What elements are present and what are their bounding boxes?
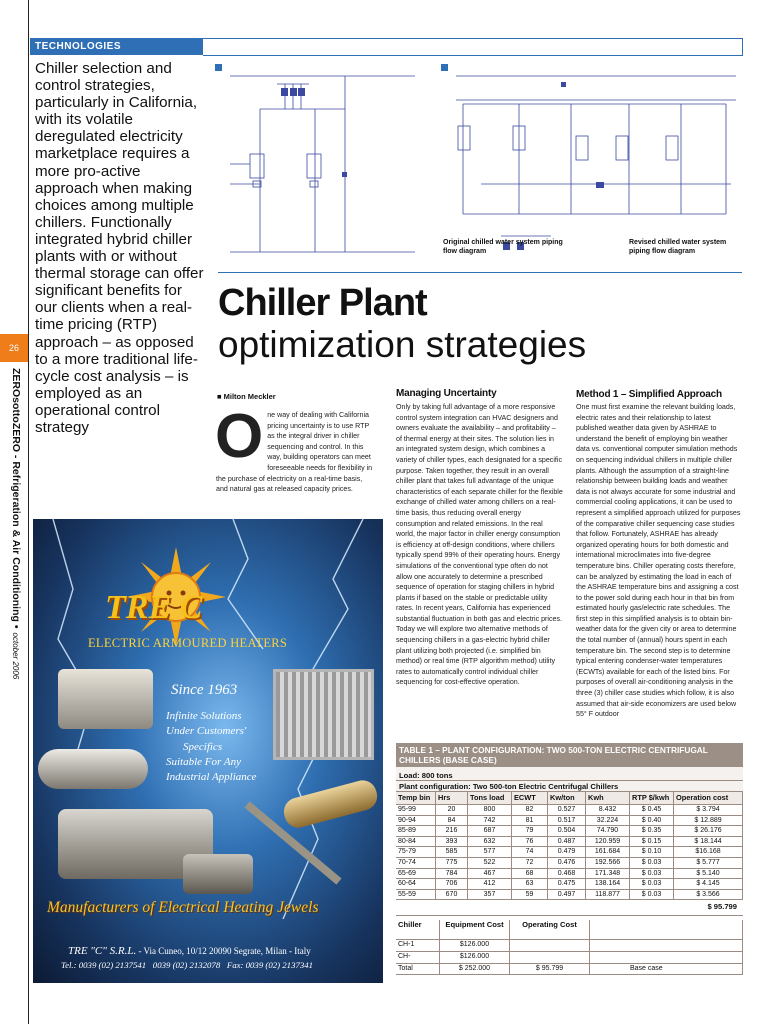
ad-claims bbox=[166, 709, 257, 785]
table-cell: 171.348 bbox=[586, 869, 630, 879]
table-cell: 85-89 bbox=[396, 826, 436, 836]
table-cell: 0.487 bbox=[548, 837, 586, 847]
table-cell: 467 bbox=[468, 869, 512, 879]
ad-subtitle: ELECTRIC ARMOURED HEATERS bbox=[88, 636, 288, 650]
claim-line: Under Customers' bbox=[166, 725, 247, 738]
spine-month: october 2006 bbox=[11, 632, 20, 680]
claim-line: Suitable For Any bbox=[166, 755, 241, 768]
table-header-cell: Operation cost bbox=[674, 792, 743, 804]
cost-cell: $ 252.000 bbox=[440, 964, 510, 975]
intro-paragraph bbox=[215, 402, 375, 495]
table-cell: 577 bbox=[468, 847, 512, 857]
cost-cell: Base case bbox=[590, 964, 743, 975]
table-cell: 68 bbox=[512, 869, 548, 879]
table-cell: 0.475 bbox=[548, 879, 586, 889]
table-cell: $ 18.144 bbox=[674, 837, 743, 847]
heading-method-1: Method 1 – Simplified Approach bbox=[576, 389, 722, 400]
table-cell: 84 bbox=[436, 816, 468, 826]
table-cell: 79 bbox=[512, 826, 548, 836]
table-row bbox=[396, 826, 743, 837]
section-tag: TECHNOLOGIES bbox=[30, 38, 203, 55]
table-cell: $ 0.03 bbox=[630, 879, 674, 889]
table-cell: 74.790 bbox=[586, 826, 630, 836]
table-cell: 216 bbox=[436, 826, 468, 836]
table-cell: 784 bbox=[436, 869, 468, 879]
table-cell: 775 bbox=[436, 858, 468, 868]
section-tag-rule bbox=[203, 38, 743, 56]
table-cell: 65-69 bbox=[396, 869, 436, 879]
table-cell: $ 3.566 bbox=[674, 890, 743, 900]
author-name: Milton Meckler bbox=[223, 392, 276, 401]
table-cell: 120.959 bbox=[586, 837, 630, 847]
table-cell: 59 bbox=[512, 890, 548, 900]
table-cell: 412 bbox=[468, 879, 512, 889]
ad-slogan: Manufacturers of Electrical Heating Jewels bbox=[47, 899, 319, 916]
cost-header-cell: Operating Cost bbox=[510, 920, 590, 939]
table-header-cell: Hrs bbox=[436, 792, 468, 804]
cost-cell: $126.000 bbox=[440, 952, 510, 963]
article-title: Chiller Plant bbox=[218, 282, 427, 324]
table-cell: 706 bbox=[436, 879, 468, 889]
cost-header-cell: Equipment Cost bbox=[440, 920, 510, 939]
margin-rule bbox=[28, 0, 29, 1024]
table-cell: 74 bbox=[512, 847, 548, 857]
heater-image bbox=[58, 669, 153, 729]
revised-diagram-drawing bbox=[441, 64, 741, 266]
table-cell: 138.164 bbox=[586, 879, 630, 889]
original-diagram-drawing bbox=[215, 64, 428, 266]
cost-row bbox=[396, 964, 743, 976]
table-cell: 161.684 bbox=[586, 847, 630, 857]
table-cell: 800 bbox=[468, 805, 512, 815]
table-cell: 585 bbox=[436, 847, 468, 857]
table-row bbox=[396, 890, 743, 901]
brand-name: TRE C bbox=[105, 589, 203, 626]
page-number: 26 bbox=[0, 334, 28, 362]
claim-line: Specifics bbox=[183, 740, 223, 753]
table-header-cell: Temp bin bbox=[396, 792, 436, 804]
cost-cell bbox=[590, 952, 743, 963]
table-cell: 20 bbox=[436, 805, 468, 815]
table-cell: 72 bbox=[512, 858, 548, 868]
table-cell: 522 bbox=[468, 858, 512, 868]
table-header-row bbox=[396, 792, 743, 805]
intro-text: ne way of dealing with California pricing uncertainty is to use RTP as the integral driver in chiller sequencing and control. In this way, building operators can meet foreseeable needs for flexibility in the purchase of electricity on a real-time basis, and natural gas at released capacity prices. bbox=[216, 411, 373, 494]
heading-managing-uncertainty: Managing Uncertainty bbox=[396, 388, 497, 399]
byline: ■ Milton Meckler bbox=[217, 392, 276, 401]
table-cell: $ 5.777 bbox=[674, 858, 743, 868]
caption-revised: Revised chilled water system piping flow diagram bbox=[629, 239, 727, 255]
table-cell: 0.517 bbox=[548, 816, 586, 826]
table-cell: 90-94 bbox=[396, 816, 436, 826]
table-row bbox=[396, 879, 743, 890]
table-cell: 393 bbox=[436, 837, 468, 847]
body-method-1: One must first examine the relevant building loads, electric rates and their relationship to latest published weather data given by ASHRAE to understand the benefit of employing bin weather data vs. conventional computer simulation methods on sequencing individual chillers in multiple chiller plants. Although the assumption of a straight-line relationship between building loads and weather data is not always accurate for some industrial and commercial cooling applications, it can be used to represent a simplified approach utilized for purposes of the comparative chiller sequencing case studies that follow. Fortunately, ASHRAE has already organized operating hours for both domestic and international microclimates into five-degree temperature bins. Chiller operating costs therefore, can be analyzed by estimating the load in each of the ASHRAE temperature bins and assigning a cost to the power sold during each hour in that bin from estimated hourly gas/electric rate schedules. The first step in this simplified analysis is to obtain bin-weather data for the given city or area to determine the total number of (annual) hours spent in each temperature bin. The second step is to determine typical entering condenser-water temperatures (ECWTs) available for each of the listed bins. For purposes of overall air-conditioning analysis in the three (3) chiller case studies which follow, it is also assumed that air-side economizers are used below 55° F outdoor bbox=[576, 403, 741, 719]
table-cell: 63 bbox=[512, 879, 548, 889]
table-cell: 70-74 bbox=[396, 858, 436, 868]
table-cell: 60-64 bbox=[396, 879, 436, 889]
spine-title: ZEROsottoZERO - Refrigeration & Air Conditioning • bbox=[10, 368, 22, 629]
table-cell: $ 0.10 bbox=[630, 847, 674, 857]
table-cell: $ 0.40 bbox=[630, 816, 674, 826]
heater-image bbox=[273, 669, 374, 760]
company-name: TRE "C" S.R.L. bbox=[68, 945, 137, 957]
cost-cell bbox=[510, 940, 590, 951]
table-row bbox=[396, 847, 743, 858]
table-cell: 742 bbox=[468, 816, 512, 826]
table-cell: 55-59 bbox=[396, 890, 436, 900]
table-row bbox=[396, 837, 743, 848]
table-header-cell: Kw/ton bbox=[548, 792, 586, 804]
table-cell: $ 0.03 bbox=[630, 890, 674, 900]
since-year: Since 1963 bbox=[171, 682, 238, 698]
table-cell: 32.224 bbox=[586, 816, 630, 826]
tre-c-advertisement bbox=[33, 519, 383, 983]
cost-table bbox=[396, 916, 743, 975]
cost-header-cell bbox=[590, 920, 743, 939]
table-cell: 82 bbox=[512, 805, 548, 815]
table-cell: 670 bbox=[436, 890, 468, 900]
running-footer bbox=[6, 368, 24, 688]
table-header-cell: Kwh bbox=[586, 792, 630, 804]
revised-piping-diagram bbox=[441, 64, 741, 266]
table-header-cell: ECWT bbox=[512, 792, 548, 804]
table-body bbox=[396, 792, 743, 900]
table-cell: 192.566 bbox=[586, 858, 630, 868]
table-cell: $16.168 bbox=[674, 847, 743, 857]
table-cell: 0.504 bbox=[548, 826, 586, 836]
table-cell: 118.877 bbox=[586, 890, 630, 900]
table-cell: 75-79 bbox=[396, 847, 436, 857]
table-cell: $ 0.45 bbox=[630, 805, 674, 815]
article-deck: Chiller selection and control strategies, particularly in California, with its volatile deregulated electricity marketplace requires a more pro-active approach when making choices among multiple chillers. Functionally integrated hybrid chiller plants with or without thermal storage can offer significant benefits for our clients when a real-time pricing (RTP) approach – as opposed to a more traditional life-cycle cost analysis – is employed as an operational control strategy bbox=[35, 60, 204, 436]
caption-original: Original chilled water system piping flow diagram bbox=[443, 239, 563, 255]
table-cell: $ 12.889 bbox=[674, 816, 743, 826]
table-total: $ 95.799 bbox=[396, 900, 743, 916]
table-row bbox=[396, 805, 743, 816]
cost-cell bbox=[510, 952, 590, 963]
table-cell: 80-84 bbox=[396, 837, 436, 847]
table-cell: 687 bbox=[468, 826, 512, 836]
table-cell: 0.468 bbox=[548, 869, 586, 879]
table-config: Plant configuration: Two 500-ton Electric Centrifugal Chillers bbox=[396, 781, 743, 792]
table-cell: $ 0.03 bbox=[630, 858, 674, 868]
table-cell: $ 5.140 bbox=[674, 869, 743, 879]
title-rule bbox=[218, 272, 742, 273]
company-address: - Via Cuneo, 10/12 20090 Segrate, Milan - Italy bbox=[138, 946, 311, 956]
article-subtitle: optimization strategies bbox=[218, 324, 587, 365]
table-cell: 632 bbox=[468, 837, 512, 847]
table-load: Load: 800 tons bbox=[396, 767, 743, 781]
claim-line: Infinite Solutions bbox=[166, 710, 242, 722]
table-1 bbox=[396, 743, 743, 975]
table-row bbox=[396, 858, 743, 869]
cost-header-row bbox=[396, 916, 743, 940]
cost-row bbox=[396, 940, 743, 952]
cost-cell: CH- bbox=[396, 952, 440, 963]
table-cell: 0.497 bbox=[548, 890, 586, 900]
claim-line: Industrial Appliance bbox=[166, 771, 257, 784]
heater-image bbox=[183, 854, 253, 894]
table-cell: $ 0.15 bbox=[630, 837, 674, 847]
original-piping-diagram bbox=[215, 64, 428, 266]
table-cell: 81 bbox=[512, 816, 548, 826]
cost-cell: CH-1 bbox=[396, 940, 440, 951]
table-title: TABLE 1 – PLANT CONFIGURATION: TWO 500-TON ELECTRIC CENTRIFUGAL CHILLERS (BASE CASE) bbox=[396, 743, 743, 767]
table-header-cell: RTP $/kwh bbox=[630, 792, 674, 804]
table-cell: 0.479 bbox=[548, 847, 586, 857]
cost-row bbox=[396, 952, 743, 964]
table-cell: 8.432 bbox=[586, 805, 630, 815]
dropcap: O bbox=[215, 402, 264, 471]
table-header-cell: Tons load bbox=[468, 792, 512, 804]
cost-cell: $126.000 bbox=[440, 940, 510, 951]
heater-image bbox=[38, 749, 148, 789]
body-managing-uncertainty: Only by taking full advantage of a more responsive control system integration can HVAC designers and owners evaluate the availability – and profitability – of thermal energy at their sites. The solution lies in an integrated system design, which combines a variety of chiller types, each designated for a specific purpose. Taken together, they result in an overall chiller plant that takes full advantage of the unique characteristics of each separate chiller for the flexible exchange of chilled water among chillers on a real-time basis, thus reducing overall energy consumption and related emissions. In the real world, the major factor in chiller energy consumption is efficiency at off-design conditions, where chillers typically spend 99% of their operating hours. Energy simulations of the conventional type often do not allow one accurately to determine a prescribed sequence of operation for staging chillers in hybrid plants if based on the stable or predictable utility rates. In recent years, California has experienced substantial fluctuation in both gas and electric prices. Today we will explore two alternative methods of sequencing chillers in a gas-electric hybrid chiller plant utilizing both projected (i.e. simplified bin method) or real time (RTP algorithm method) utility rates to automatically control individual chiller sequencing for cost-effective operation. bbox=[396, 403, 563, 687]
cost-cell: $ 95.799 bbox=[510, 964, 590, 975]
table-cell: $ 26.176 bbox=[674, 826, 743, 836]
cost-header-cell: Chiller bbox=[396, 920, 440, 939]
company-contacts: Tel.: 0039 (02) 2137541 0039 (02) 2132078 Fax: 0039 (02) 2137341 bbox=[61, 960, 314, 970]
table-row bbox=[396, 816, 743, 827]
table-cell: 76 bbox=[512, 837, 548, 847]
table-cell: 0.527 bbox=[548, 805, 586, 815]
table-cell: $ 0.35 bbox=[630, 826, 674, 836]
cost-cell: Total bbox=[396, 964, 440, 975]
table-cell: $ 0.03 bbox=[630, 869, 674, 879]
table-cell: 357 bbox=[468, 890, 512, 900]
table-row bbox=[396, 869, 743, 880]
cost-cell bbox=[590, 940, 743, 951]
table-cell: $ 3.794 bbox=[674, 805, 743, 815]
table-cell: 0.476 bbox=[548, 858, 586, 868]
table-cell: 95-99 bbox=[396, 805, 436, 815]
ad-company-line bbox=[68, 945, 311, 957]
table-cell: $ 4.145 bbox=[674, 879, 743, 889]
